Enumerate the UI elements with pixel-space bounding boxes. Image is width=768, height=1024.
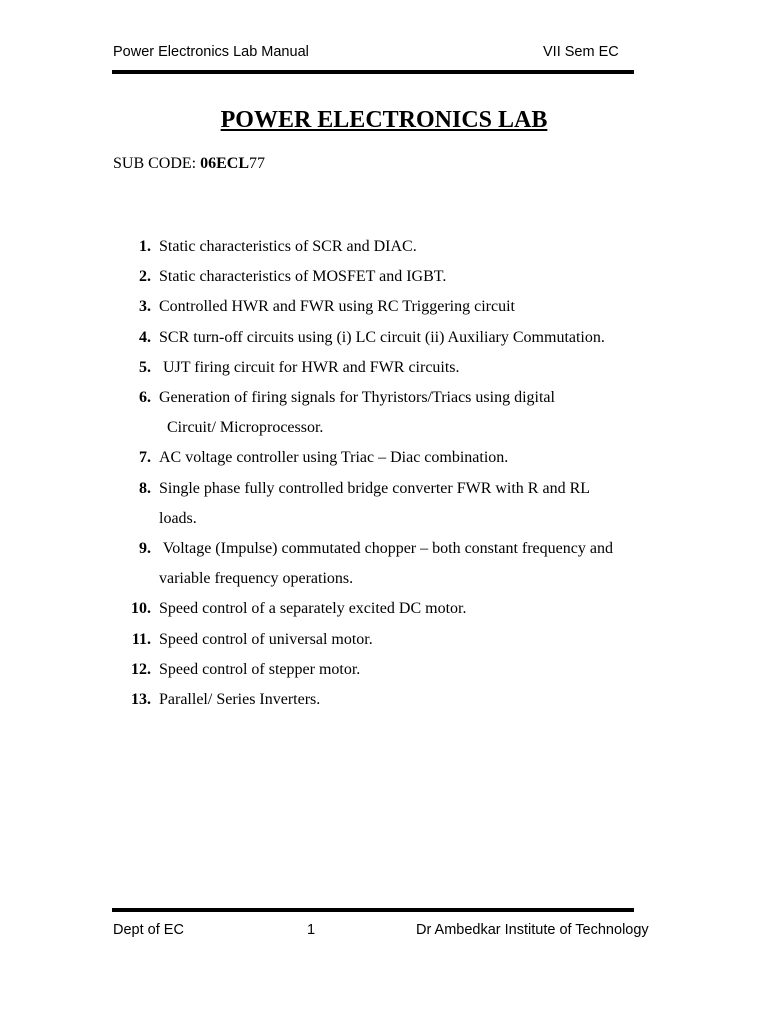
list-item [113, 292, 713, 322]
list-item [113, 685, 713, 715]
list-item-text: Speed control of stepper motor. [159, 660, 361, 678]
list-item [113, 323, 713, 353]
list-item-number: 6. [139, 389, 151, 407]
list-item-number: 9. [139, 540, 151, 558]
list-item [113, 534, 713, 594]
list-item-number: 2. [139, 268, 151, 286]
list-item [113, 594, 713, 624]
list-item-number: 1. [139, 238, 151, 255]
header-semester: VII Sem EC [543, 44, 619, 60]
list-item-text: Controlled HWR and FWR using RC Triggering circuit [159, 298, 515, 316]
list-item-number: 10. [131, 600, 151, 618]
list-item-number: 4. [139, 328, 151, 346]
subject-code [113, 155, 265, 173]
experiment-list [113, 232, 713, 715]
list-item-text: Static characteristics of MOSFET and IGBT. [159, 268, 447, 286]
subject-code-label: SUB CODE: [113, 155, 201, 172]
list-item-text: Single phase fully controlled bridge converter FWR with R and RL [159, 479, 591, 497]
list-item-continuation: variable frequency operations. [159, 570, 354, 588]
list-item-number: 12. [131, 660, 151, 678]
list-item-text: UJT firing circuit for HWR and FWR circuits. [159, 358, 460, 376]
list-item [113, 383, 713, 443]
list-item-text: Speed control of a separately excited DC motor. [159, 600, 467, 618]
page-number: 1 [307, 922, 316, 938]
list-item-text: Static characteristics of SCR and DIAC. [159, 238, 417, 255]
list-item-text: AC voltage controller using Triac – Diac combination. [159, 449, 509, 467]
header-manual-title: Power Electronics Lab Manual [113, 44, 309, 60]
list-item-number: 3. [139, 298, 151, 316]
footer-rule [112, 908, 634, 912]
subject-code-bold: 06ECL [200, 155, 250, 172]
list-item-text: Parallel/ Series Inverters. [159, 691, 321, 709]
list-item [113, 655, 713, 685]
header-rule [112, 70, 634, 74]
list-item [113, 353, 713, 383]
footer-department: Dept of EC [113, 922, 184, 938]
list-item-number: 5. [139, 358, 151, 376]
list-item [113, 443, 713, 473]
list-item [113, 262, 713, 292]
list-item-number: 11. [131, 630, 151, 648]
list-item-text: SCR turn-off circuits using (i) LC circuit (ii) Auxiliary Commutation. [159, 328, 605, 346]
list-item-number: 7. [139, 449, 151, 467]
list-item-continuation: Circuit/ Microprocessor. [167, 419, 324, 437]
list-item-number: 13. [131, 691, 151, 709]
list-item [113, 232, 713, 262]
page-title: POWER ELECTRONICS LAB [220, 107, 548, 133]
subject-code-suffix: 77 [249, 155, 266, 172]
page-header [113, 44, 633, 66]
list-item [113, 625, 713, 655]
list-item-text: Speed control of universal motor. [159, 630, 373, 648]
list-item-number: 8. [139, 479, 151, 497]
footer-institute: Dr Ambedkar Institute of Technology [416, 922, 649, 938]
list-item-text: Generation of firing signals for Thyristors/Triacs using digital [159, 389, 555, 407]
list-item [113, 474, 713, 534]
list-item-text: Voltage (Impulse) commutated chopper – both constant frequency and [159, 540, 613, 558]
list-item-continuation: loads. [159, 509, 197, 527]
